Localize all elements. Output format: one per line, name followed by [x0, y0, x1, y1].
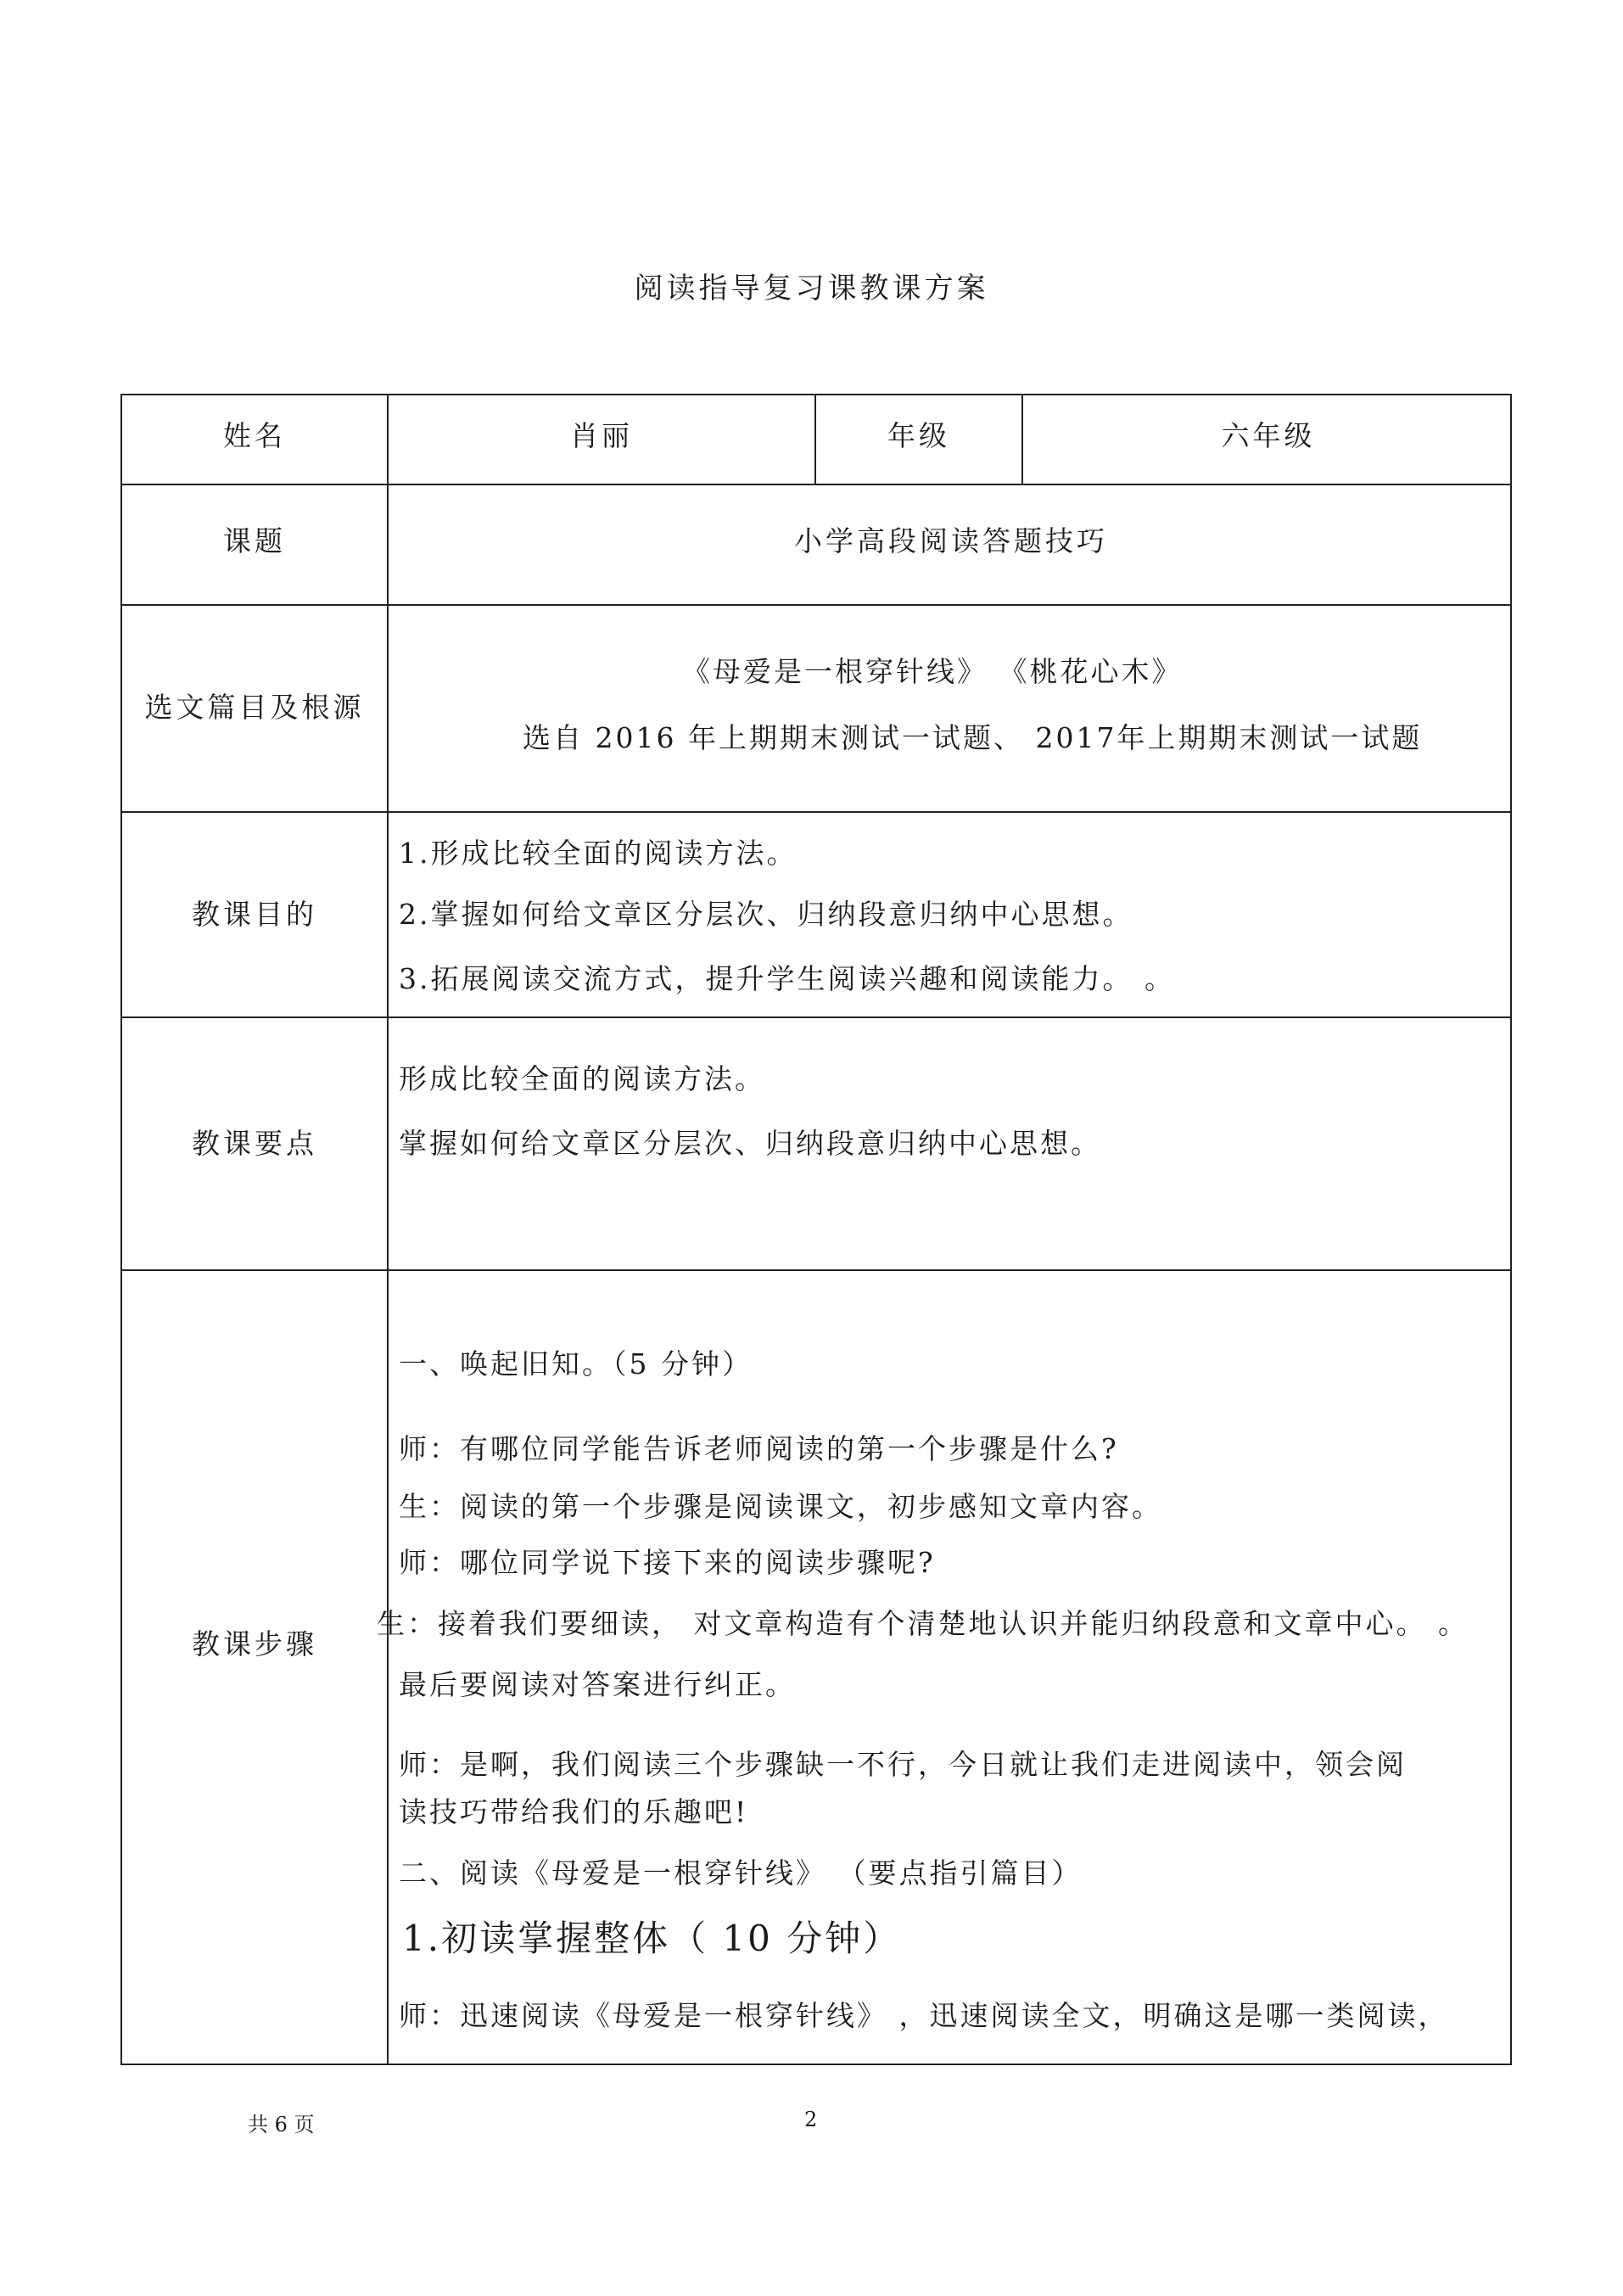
name-label: 姓名 — [223, 419, 286, 452]
goal-item: 2.掌握如何给文章区分层次、归纳段意归纳中心思想。 — [399, 898, 1133, 931]
steps-label: 教课步骤 — [192, 1627, 317, 1660]
step-line: 读技巧带给我们的乐趣吧! — [399, 1795, 749, 1828]
grade-label: 年级 — [887, 419, 950, 452]
step-line: 最后要阅读对答案进行纠正。 — [399, 1668, 796, 1701]
goal-item: 1.形成比较全面的阅读方法。 — [399, 837, 798, 870]
section-heading: 二、阅读《母爱是一根穿针线》 （要点指引篇目） — [399, 1856, 1083, 1890]
step-line: 一、唤起旧知。（5 分钟） — [399, 1347, 753, 1380]
sources-origin: 选自 2016 年上期期末测试一试题、 2017年上期期末测试一试题 — [523, 721, 1423, 754]
row-divider — [122, 604, 1510, 606]
total-pages: 共 6 页 — [248, 2113, 315, 2136]
step-line: 生：阅读的第一个步骤是阅读课文，初步感知文章内容。 — [399, 1490, 1162, 1523]
name-value: 肖丽 — [570, 419, 633, 452]
row-divider — [122, 811, 1510, 813]
step-line: 师：迅速阅读《母爱是一根穿针线》 ，迅速阅读全文，明确这是哪一类阅读， — [399, 1999, 1449, 2032]
key-point-item: 形成比较全面的阅读方法。 — [399, 1062, 765, 1095]
step-line: 师：哪位同学说下接下来的阅读步骤呢? — [399, 1546, 936, 1579]
topic-label: 课题 — [223, 524, 286, 557]
column-divider — [387, 395, 389, 2064]
grade-value: 六年级 — [1221, 419, 1316, 452]
sources-label: 选文篇目及根源 — [144, 691, 365, 724]
sources-titles: 《母爱是一根穿针线》 《桃花心木》 — [682, 655, 1183, 688]
topic-value: 小学高段阅读答题技巧 — [794, 524, 1108, 557]
key-point-item: 掌握如何给文章区分层次、归纳段意归纳中心思想。 — [399, 1127, 1101, 1160]
goal-item: 3.拓展阅读交流方式，提升学生阅读兴趣和阅读能力。 。 — [399, 962, 1175, 995]
goals-label: 教课目的 — [192, 898, 317, 931]
subsection-heading: 1.初读掌握整体（ 10 分钟） — [402, 1918, 902, 1959]
step-line: 生：接着我们要细读， 对文章构造有个清楚地认识并能归纳段意和文章中心。 。 — [377, 1607, 1469, 1640]
step-line: 师：有哪位同学能告诉老师阅读的第一个步骤是什么? — [399, 1432, 1119, 1465]
document-title: 阅读指导复习课教课方案 — [634, 272, 989, 305]
page-number: 2 — [804, 2108, 818, 2131]
row-divider — [122, 484, 1510, 485]
step-line: 师：是啊，我们阅读三个步骤缺一不行，今日就让我们走进阅读中，领会阅 — [399, 1748, 1407, 1781]
key-points-label: 教课要点 — [192, 1127, 317, 1160]
row-divider — [122, 1269, 1510, 1271]
lesson-plan-table — [120, 394, 1512, 2065]
row-divider — [122, 1016, 1510, 1018]
